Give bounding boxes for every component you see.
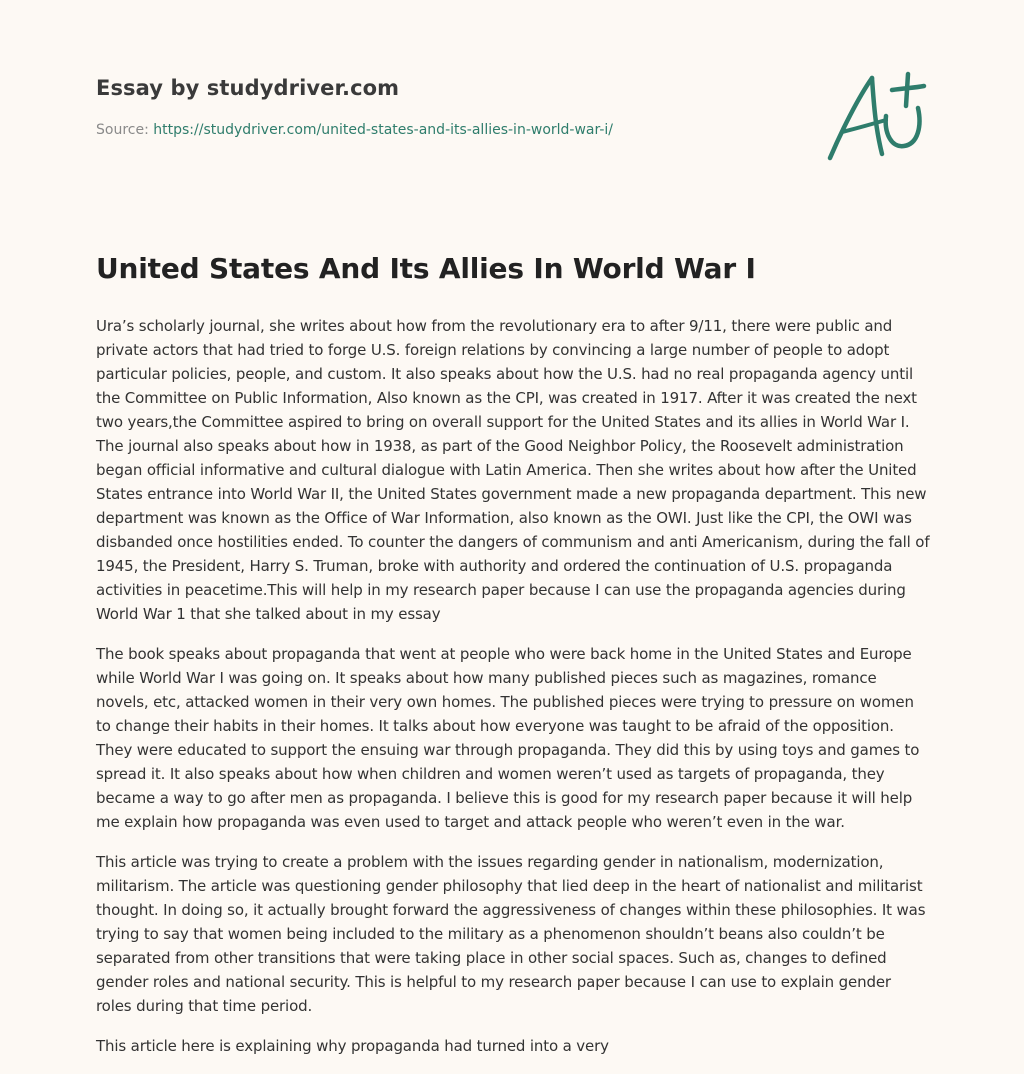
essay-header [96, 76, 856, 138]
source-line [96, 122, 856, 138]
source-link[interactable]: https://studydriver.com/united-states-and-its-allies-in-world-war-i/ [153, 122, 614, 138]
essay-paragraph: This article here is explaining why propaganda had turned into a very [96, 1037, 609, 1055]
essay-paragraph: Ura’s scholarly journal, she writes about how from the revolutionary era to after 9/11, there were public and private actors that had tried to forge U.S. foreign relations by convincing a large number of people to adopt particular policies, people, and custom. It also speaks about how the U.S. had no real propaganda agency until the Committee on Public Information, Also known as the CPI, was created in 1917. After it was created the next two years,the Committee aspired to bring on overall support for the United States and its allies in World War I. The journal also speaks about how in 1938, as part of the Good Neighbor Policy, the Roosevelt administration began official informative and cultural dialogue with Latin America. Then she writes about how after the United States entrance into World War II, the United States government made a new propaganda department. This new department was known as the Office of War Information, also known as the OWI. Just like the CPI, the OWI was disbanded once hostilities ended. To counter the dangers of communism and anti Americanism, during the fall of 1945, the President, Harry S. Truman, broke with authority and ordered the continuation of U.S. propaganda activities in peacetime.This will help in my research paper because I can use the propaganda agencies during World War 1 that she talked about in my essay [96, 317, 930, 623]
site-brand: Essay by studydriver.com [96, 76, 400, 100]
essay-title: United States And Its Allies In World War I [96, 252, 756, 285]
source-label: Source: [96, 122, 154, 138]
essay-paragraph: This article was trying to create a problem with the issues regarding gender in nationalism, modernization, militarism. The article was questioning gender philosophy that lied deep in the heart of nationalist and militarist thought. In doing so, it actually brought forward the aggressiveness of changes within these philosophies. It was trying to say that women being included to the military as a phenomenon shouldn’t beans also couldn’t be separated from other transitions that were taking place in other social spaces. Such as, changes to defined gender roles and national security. This is helpful to my research paper because I can use to explain gender roles during that time period. [96, 853, 926, 1015]
essay-paragraph: The book speaks about propaganda that went at people who were back home in the United States and Europe while World War I was going on. It speaks about how many published pieces such as magazines, romance novels, etc, attacked women in their very own homes. The published pieces were trying to pressure on women to change their habits in their homes. It talks about how everyone was taught to be afraid of the opposition. They were educated to support the ensuing war through propaganda. They did this by using toys and games to spread it. It also speaks about how when children and women weren’t used as targets of propaganda, they became a way to go after men as propaganda. I believe this is good for my research paper because it will help me explain how propaganda was even used to target and attack people who weren’t even in the war. [96, 645, 920, 831]
a-plus-logo-icon [820, 68, 930, 168]
essay-body [96, 314, 931, 1074]
